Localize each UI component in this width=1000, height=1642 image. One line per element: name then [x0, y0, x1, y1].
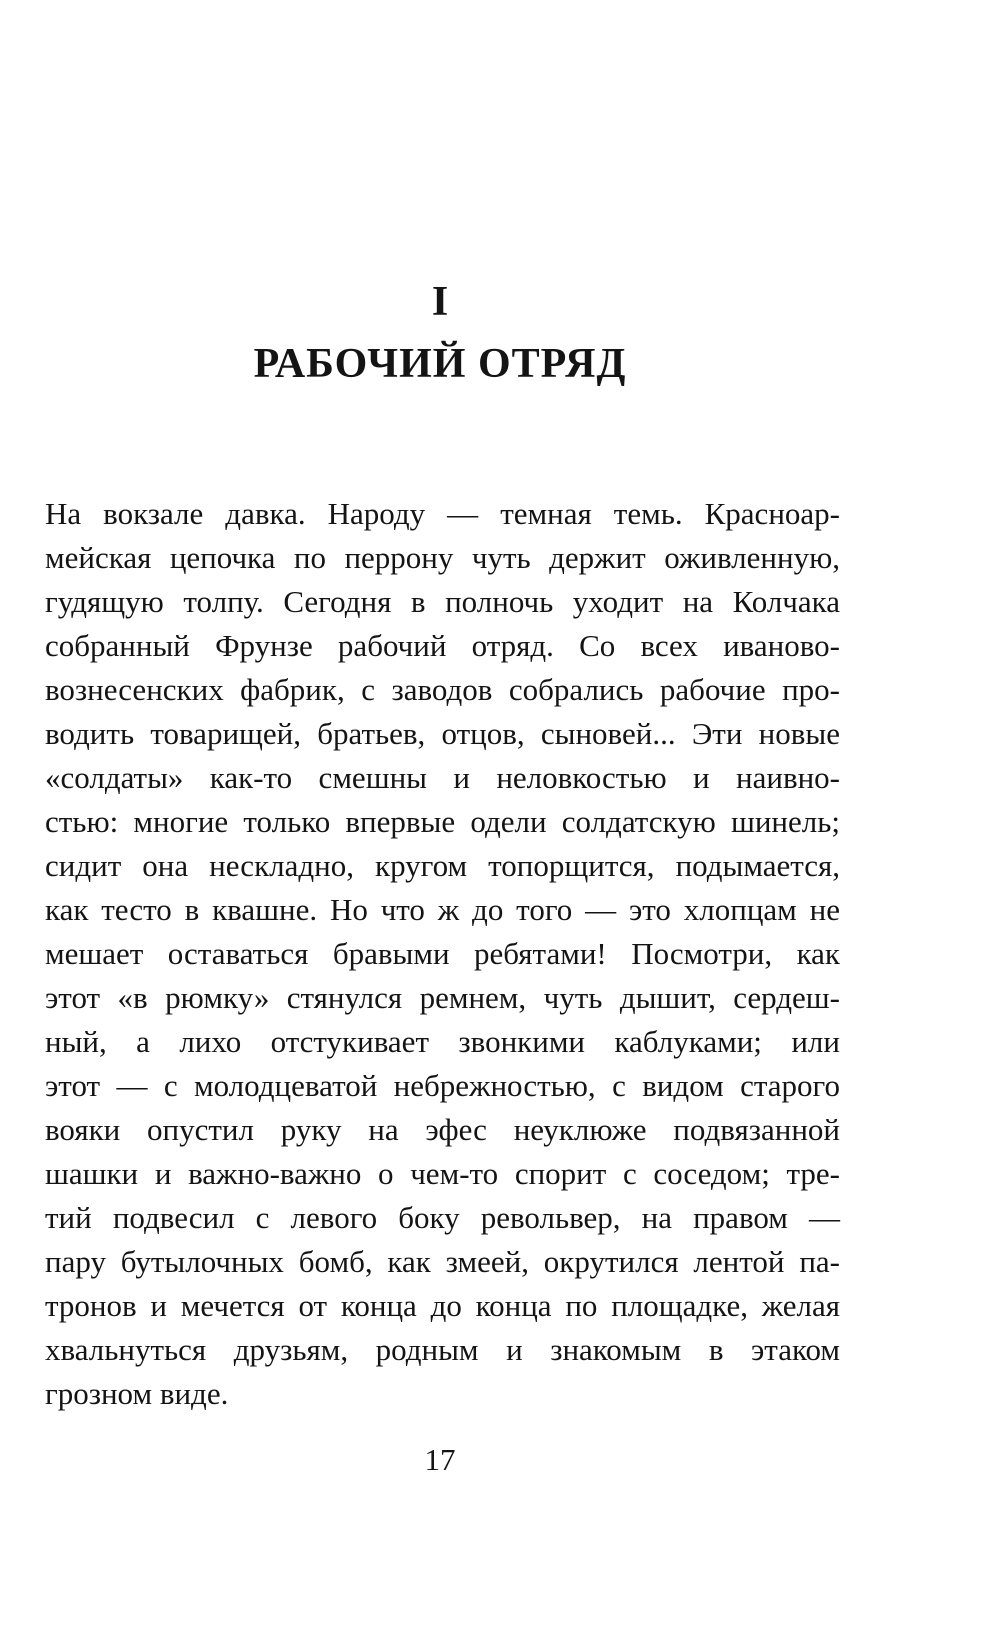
text-line: сидит она нескладно, кругом топорщится, подымается,: [45, 848, 840, 883]
text-line: стью: многие только впервые одели солдатскую шинель;: [45, 804, 840, 839]
text-line: На вокзале давка. Народу — темная темь. Красноар-: [45, 496, 840, 531]
text-line: тий подвесил с левого боку револьвер, на правом —: [45, 1200, 840, 1235]
chapter-number: I: [431, 279, 449, 325]
text-line: вознесенских фабрик, с заводов собрались рабочие про-: [45, 672, 840, 707]
text-line: грозном виде.: [45, 1376, 229, 1411]
text-line: шашки и важно-важно о чем-то спорит с соседом; тре-: [45, 1156, 840, 1191]
text-line: собранный Фрунзе рабочий отряд. Со всех иваново-: [45, 628, 840, 663]
text-line: мешает оставаться бравыми ребятами! Посмотри, как: [45, 936, 840, 971]
text-line: как тесто в квашне. Но что ж до того — это хлопцам не: [45, 892, 840, 927]
text-line: водить товарищей, братьев, отцов, сыновей... Эти новые: [45, 716, 840, 751]
text-line: хвальнуться друзьям, родным и знакомым в этаком: [45, 1332, 840, 1367]
text-line: гудящую толпу. Сегодня в полночь уходит на Колчака: [45, 584, 840, 619]
text-line: пару бутылочных бомб, как змеей, окрутился лентой па-: [45, 1244, 840, 1279]
page-number: 17: [424, 1442, 456, 1477]
text-line: ный, а лихо отстукивает звонкими каблуками; или: [45, 1024, 840, 1059]
text-line: мейская цепочка по перрону чуть держит оживленную,: [45, 540, 840, 575]
body-paragraph: [45, 492, 840, 1416]
text-line: этот «в рюмку» стянулся ремнем, чуть дышит, сердеш-: [45, 980, 840, 1015]
text-line: этот — с молодцеватой небрежностью, с видом старого: [45, 1068, 840, 1103]
text-line: вояки опустил руку на эфес неуклюже подвязанной: [45, 1112, 840, 1147]
text-line: «солдаты» как-то смешны и неловкостью и наивно-: [45, 760, 840, 795]
chapter-title: РАБОЧИЙ ОТРЯД: [253, 341, 627, 387]
text-line: тронов и мечется от конца до конца по площадке, желая: [45, 1288, 840, 1323]
